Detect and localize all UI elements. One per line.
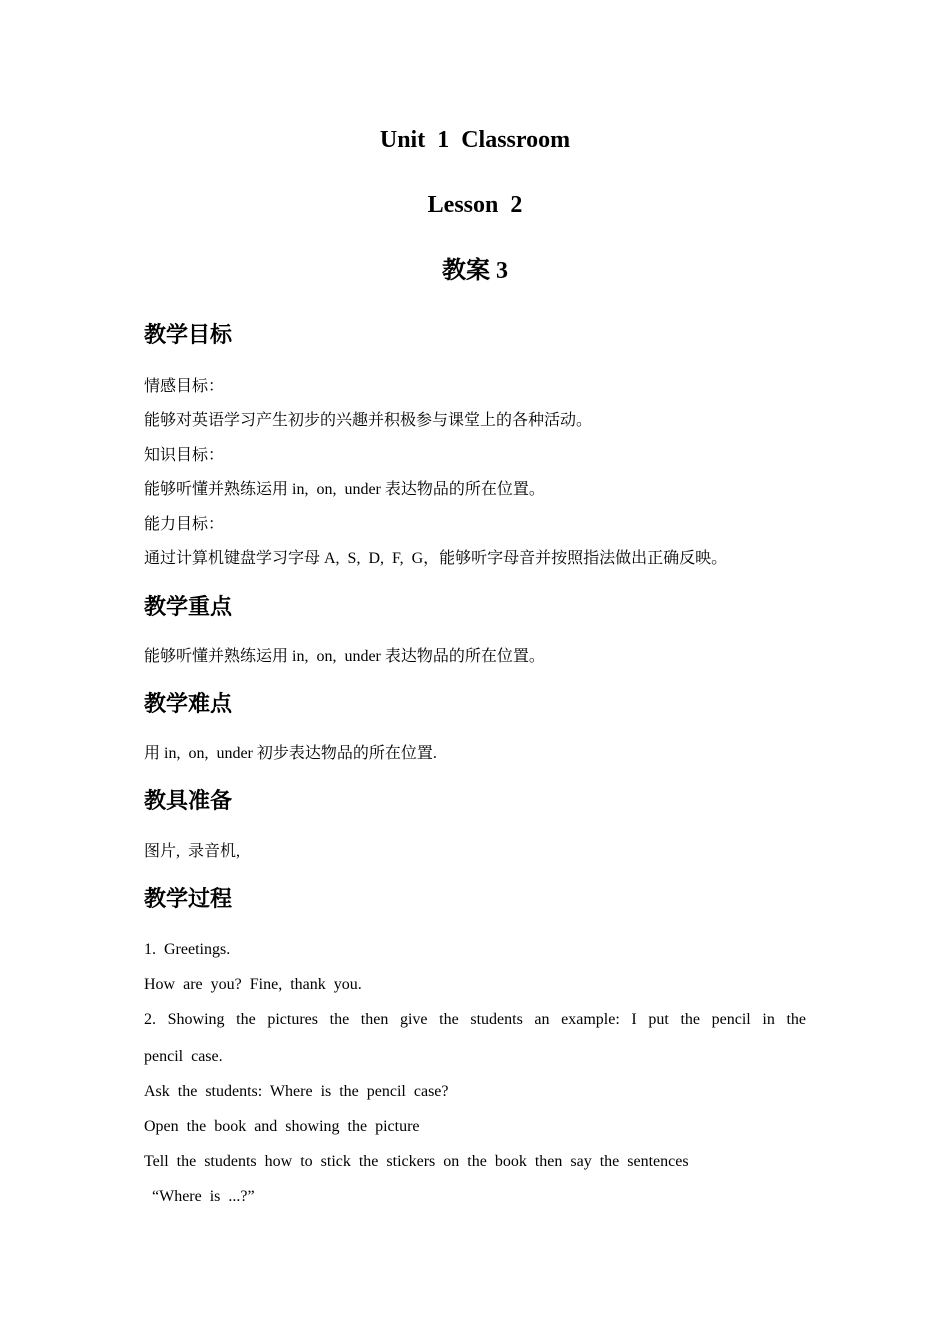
objectives-line: 通过计算机键盘学习字母 A, S, D, F, G，能够听字母音并按照指法做出正确反映。 <box>144 550 728 567</box>
process-line: pencil case. <box>144 1048 223 1065</box>
objectives-line: 情感目标： <box>144 378 225 395</box>
key-points-line: 能够听懂并熟练运用 in, on, under 表达物品的所在位置。 <box>144 648 545 665</box>
process-line: “Where is ...?” <box>144 1188 255 1205</box>
process-line: Open the book and showing the picture <box>144 1118 420 1135</box>
materials-line: 图片, 录音机, <box>144 843 241 860</box>
process-line: 2. Showing the pictures the then give the students an example: I put the pencil in the <box>144 1011 806 1028</box>
objectives-line: 能够听懂并熟练运用 in, on, under 表达物品的所在位置。 <box>144 481 545 498</box>
materials-heading: 教具准备 <box>144 789 233 814</box>
difficulties-line: 用 in, on, under 初步表达物品的所在位置. <box>144 745 437 762</box>
process-line: 1. Greetings. <box>144 941 231 958</box>
objectives-line: 能够对英语学习产生初步的兴趣并积极参与课堂上的各种活动。 <box>144 412 593 429</box>
objectives-heading: 教学目标 <box>144 323 233 348</box>
process-line: Tell the students how to stick the stickers on the book then say the sentences <box>144 1153 689 1170</box>
lesson-title: Lesson 2 <box>427 192 523 218</box>
process-heading: 教学过程 <box>144 887 233 912</box>
lesson-plan-title: 教案 3 <box>442 258 508 284</box>
process-line: Ask the students: Where is the pencil case? <box>144 1083 449 1100</box>
objectives-line: 能力目标： <box>144 516 225 533</box>
unit-title: Unit 1 Classroom <box>379 127 571 153</box>
key-points-heading: 教学重点 <box>144 595 233 620</box>
objectives-line: 知识目标： <box>144 447 225 464</box>
difficulties-heading: 教学难点 <box>144 692 233 717</box>
process-line: How are you? Fine, thank you. <box>144 976 362 993</box>
